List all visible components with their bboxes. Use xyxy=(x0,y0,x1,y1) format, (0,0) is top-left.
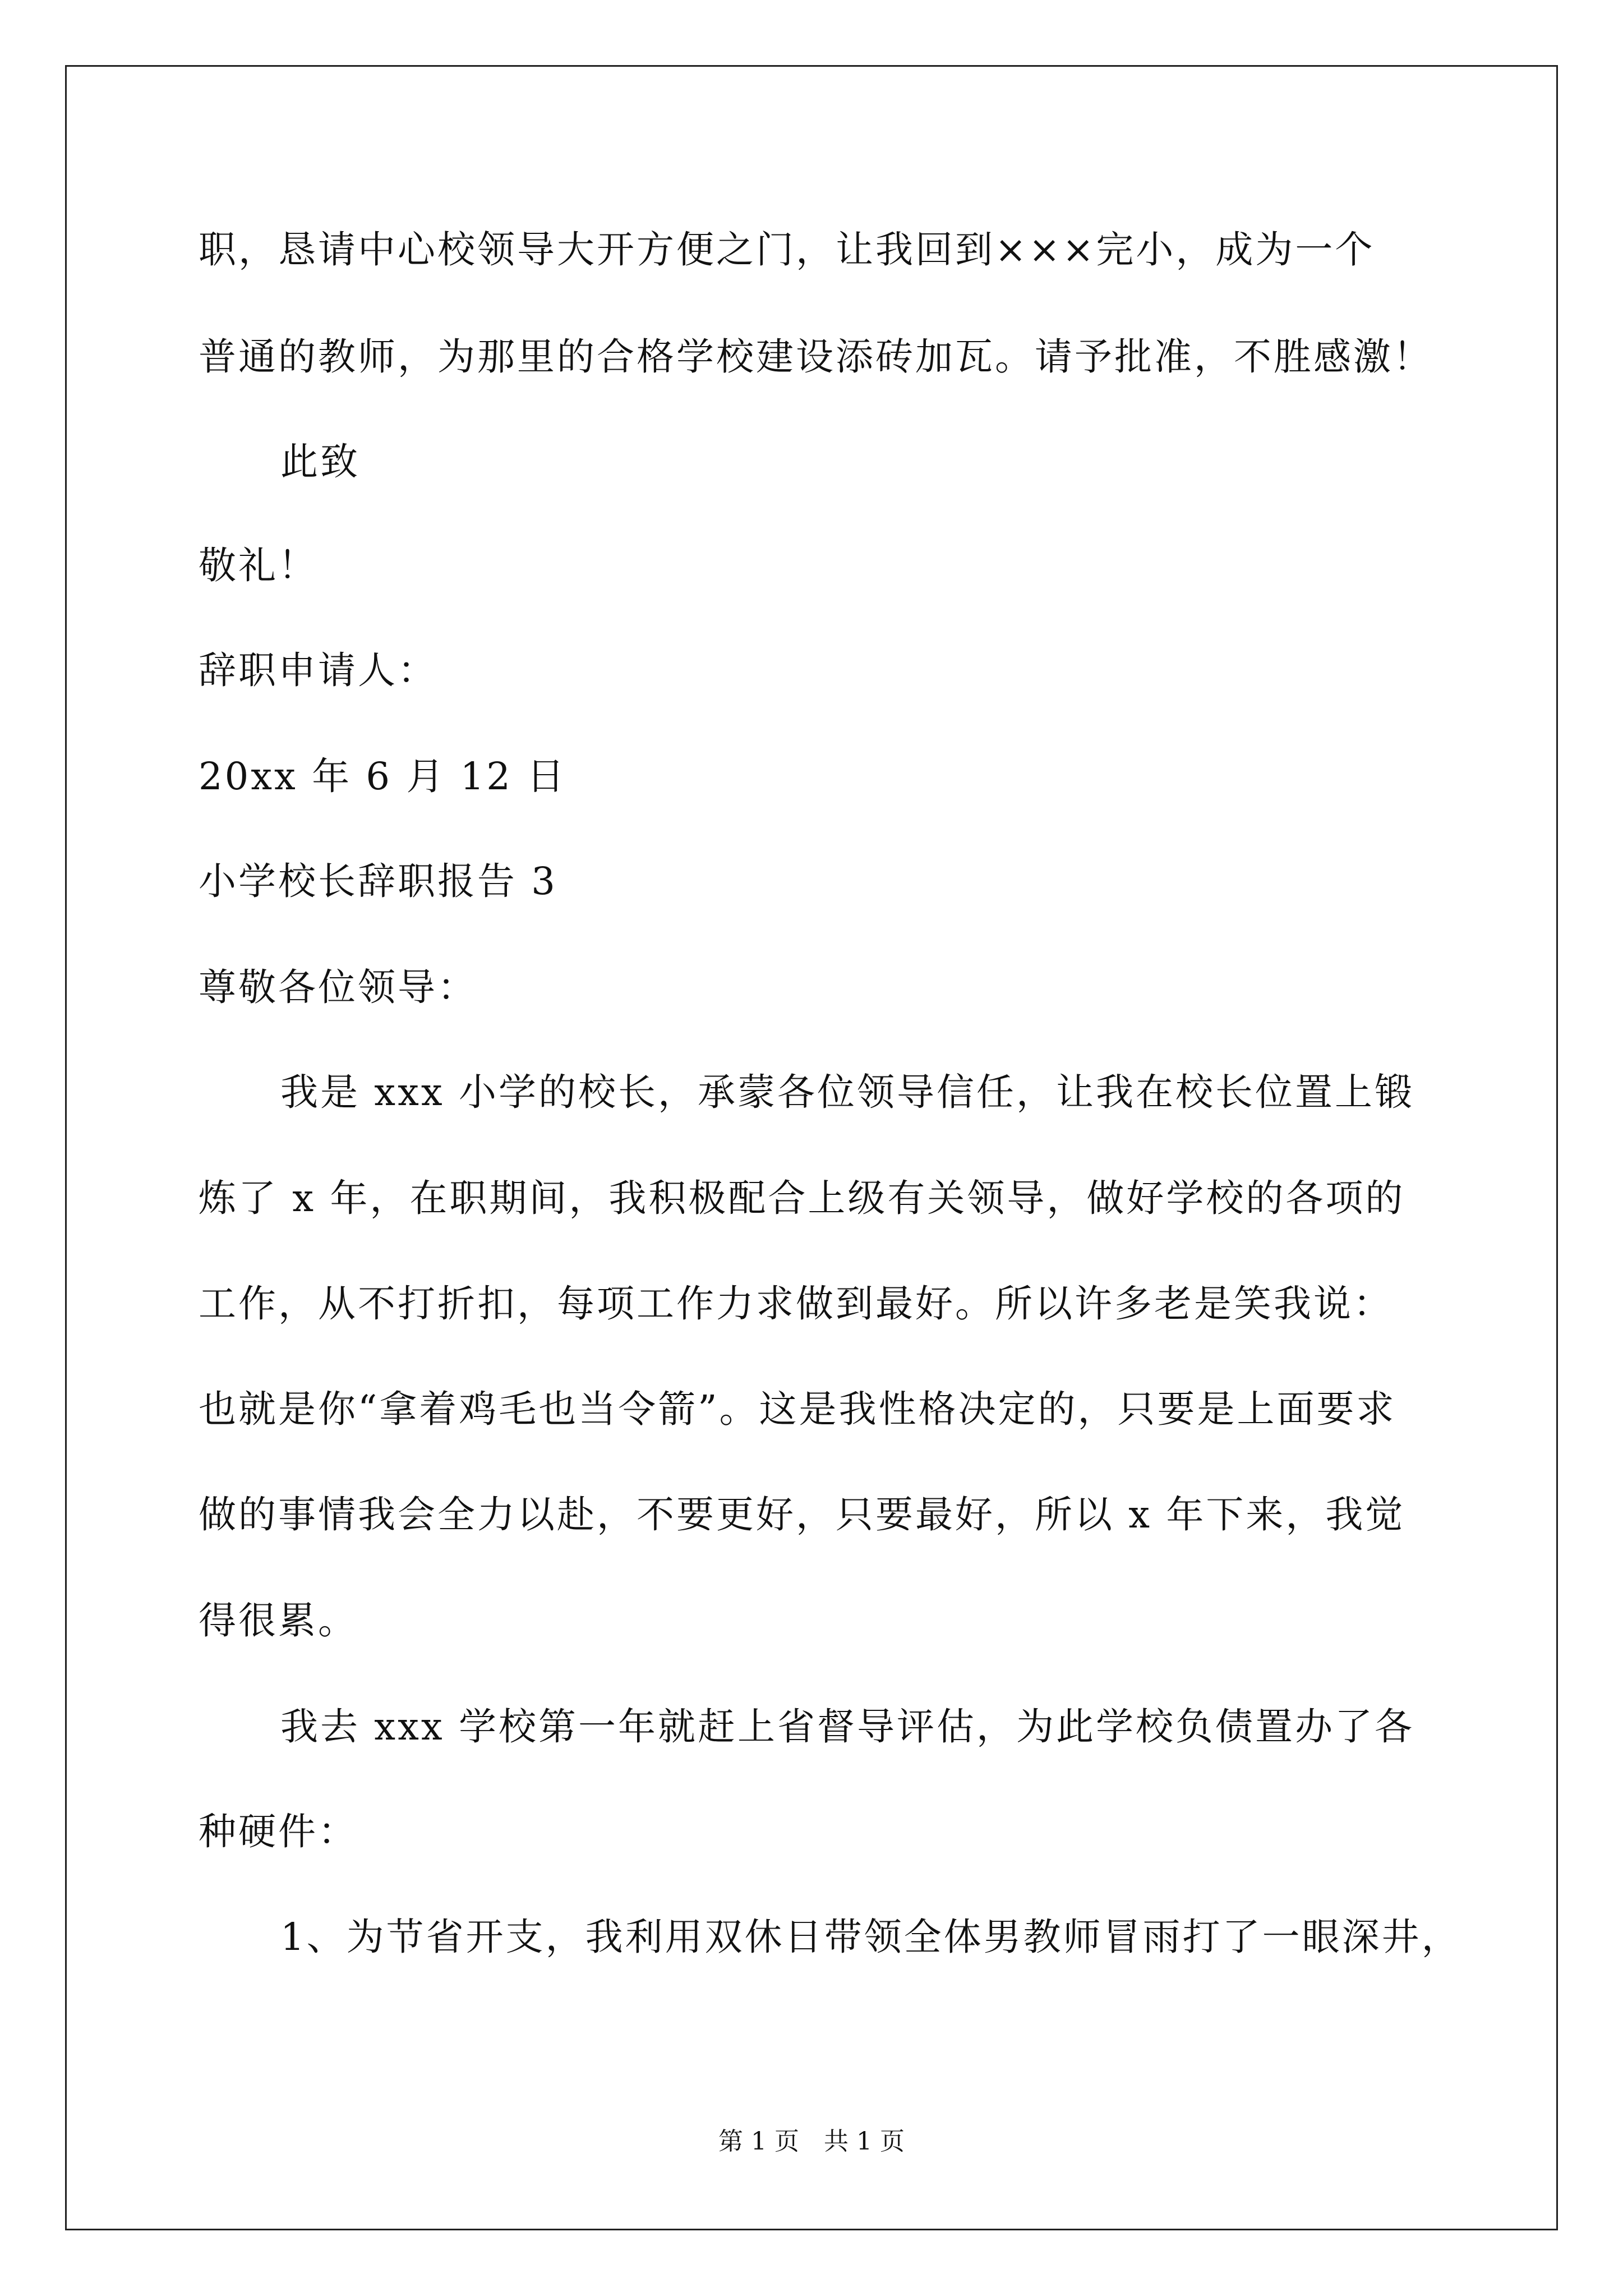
closing-salutation: 此致 xyxy=(280,440,360,484)
paragraph-line: 职，恳请中心校领导大开方便之门，让我回到×××完小，成为一个 xyxy=(199,228,1375,272)
paragraph-line: 我是 xxx 小学的校长，承蒙各位领导信任，让我在校长位置上锻 xyxy=(280,1070,1414,1114)
paragraph-line: 炼了 x 年，在职期间，我积极配合上级有关领导，做好学校的各项的 xyxy=(199,1176,1405,1220)
closing-respect: 敬礼！ xyxy=(199,544,318,587)
page-footer: 第 1 页 共 1 页 xyxy=(718,2127,905,2156)
date-line: 20xx 年 6 月 12 日 xyxy=(199,754,567,798)
greeting-line: 尊敬各位领导： xyxy=(199,965,477,1009)
paragraph-line: 工作，从不打折扣，每项工作力求做到最好。所以许多老是笑我说： xyxy=(199,1282,1393,1326)
signature-label: 辞职申请人： xyxy=(199,648,437,692)
paragraph-line: 也就是你“拿着鸡毛也当令箭”。这是我性格决定的，只要是上面要求 xyxy=(199,1387,1396,1431)
paragraph-line: 普通的教师，为那里的合格学校建设添砖加瓦。请予批准，不胜感激！ xyxy=(199,335,1433,379)
paragraph-line: 做的事情我会全力以赴，不要更好，只要最好，所以 x 年下来，我觉 xyxy=(199,1493,1405,1536)
paragraph-line: 种硬件： xyxy=(199,1810,358,1853)
section-title: 小学校长辞职报告 3 xyxy=(199,859,557,903)
paragraph-line: 得很累。 xyxy=(199,1599,358,1642)
paragraph-line: 我去 xxx 学校第一年就赶上省督导评估，为此学校负债置办了各 xyxy=(280,1705,1414,1749)
page-border xyxy=(65,65,1558,2230)
list-item-line: 1、为节省开支，我利用双休日带领全体男教师冒雨打了一眼深井， xyxy=(280,1915,1461,1959)
